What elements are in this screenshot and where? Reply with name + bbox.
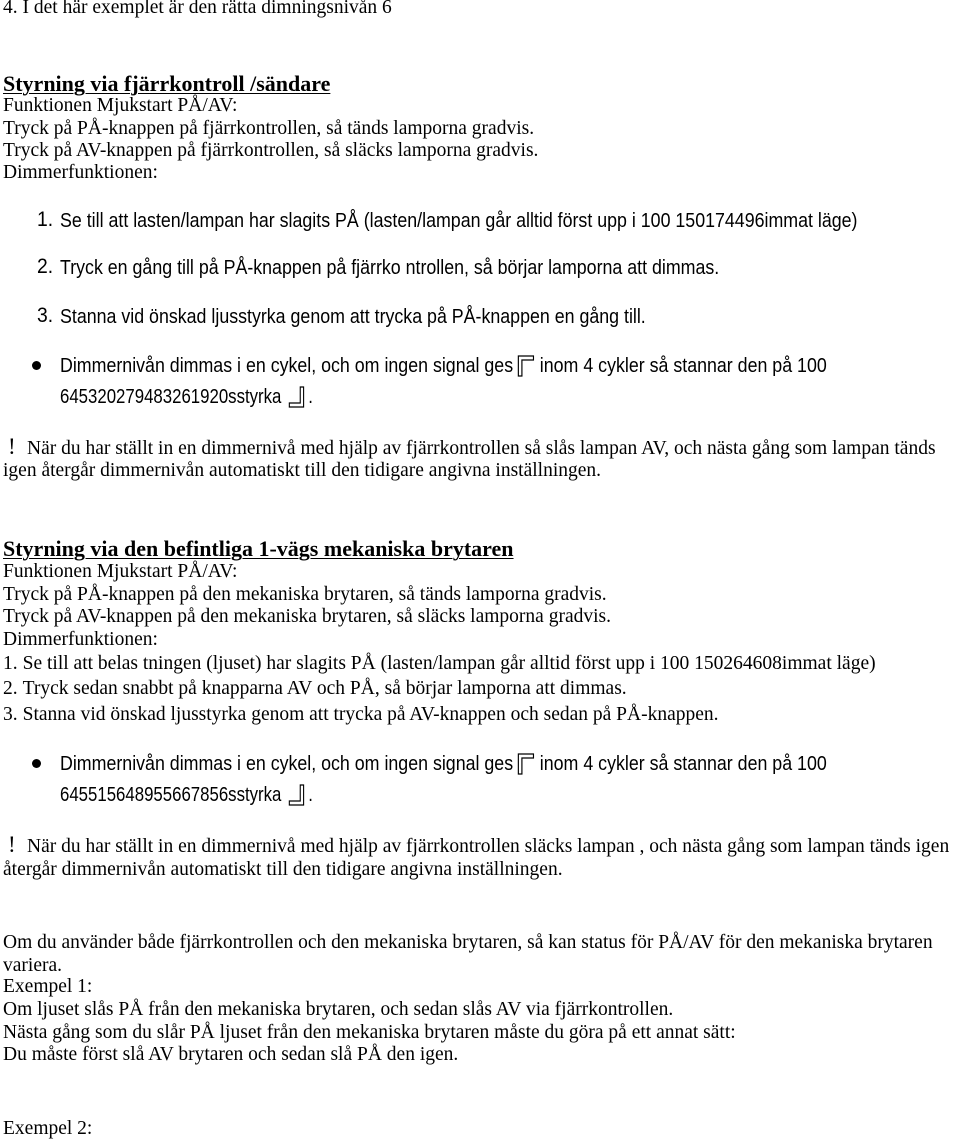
bullet-text-end: . [308, 386, 313, 408]
bullet-icon [32, 759, 41, 768]
note-mark: ! [8, 434, 16, 459]
step-text: Stanna vid önskad ljusstyrka genom att trycka på PÅ-knappen en gång till. [60, 306, 646, 328]
soft-start-on-text: Tryck på PÅ-knappen på den mekaniska brytaren, så tänds lamporna gradvis. [3, 584, 607, 605]
bullet-text-end: . [308, 784, 313, 806]
step-text: Tryck en gång till på PÅ-knappen på fjärrko ntrollen, så börjar lamporna att dimmas. [60, 257, 720, 279]
white-corner-bracket-close-icon [288, 386, 305, 408]
step-item [3, 703, 719, 727]
step-text: Tryck sedan snabbt på knapparna AV och PÅ, så börjar lamporna att dimmas. [22, 678, 627, 699]
example-text: Nästa gång som du slår PÅ ljuset från den mekaniska brytaren måste du göra på ett annat sätt: [3, 1022, 736, 1043]
example-text: Du måste först slå AV brytaren och sedan slå PÅ den igen. [3, 1044, 459, 1065]
note-line [8, 833, 949, 859]
bullet-text-line [60, 385, 313, 409]
example-label: Exempel 2: [3, 1118, 93, 1139]
white-corner-bracket-open-icon [517, 753, 535, 775]
white-corner-bracket-open-icon [517, 355, 535, 377]
status-text: Om du använder både fjärrkontrollen och den mekaniska brytaren, så kan status för PÅ/AV för den mekaniska brytaren [3, 932, 933, 953]
step-text: Se till att lasten/lampan har slagits PÅ (lasten/lampan går alltid först upp i 100 150174496immat läge) [60, 210, 858, 232]
section-heading-remote: Styrning via fjärrkontroll /sändare [3, 71, 331, 96]
note-line [8, 435, 936, 461]
bullet-text-line [60, 752, 827, 776]
note-text: igen återgår dimmernivån automatiskt till den tidigare angivna inställningen. [3, 460, 602, 481]
note-mark: ! [8, 832, 16, 857]
step-text: Se till att belas tningen (ljuset) har slagits PÅ (lasten/lampan går alltid först upp i 100 150264608immat läge) [22, 653, 876, 674]
example-label: Exempel 1: [3, 976, 93, 997]
status-text: variera. [3, 955, 62, 976]
soft-start-label: Funktionen Mjukstart PÅ/AV: [3, 95, 238, 116]
step-text: Stanna vid önskad ljusstyrka genom att trycka på AV-knappen och sedan på PÅ-knappen. [22, 704, 719, 725]
step-number: 3. [3, 704, 18, 725]
note-text: När du har ställt in en dimmernivå med hjälp av fjärrkontrollen släcks lampan , och nästa gång som lampan tänds igen [27, 836, 950, 857]
intro-line: 4. I det här exemplet är den rätta dimningsnivån 6 [3, 0, 392, 18]
soft-start-off-text: Tryck på AV-knappen på fjärrkontrollen, så släcks lamporna gradvis. [3, 140, 539, 161]
step-item [3, 677, 627, 701]
bullet-text-start: Dimmernivån dimmas i en cykel, och om ingen signal ges [60, 753, 514, 775]
bullet-text-start: 645320279483261920sstyrka [60, 386, 282, 408]
dimmer-function-label: Dimmerfunktionen: [3, 629, 158, 650]
step-number: 2. [3, 678, 18, 699]
bullet-text-end: inom 4 cykler så stannar den på 100 [539, 753, 827, 775]
bullet-text-start: 645515648955667856sstyrka [60, 784, 282, 806]
bullet-icon [32, 361, 41, 370]
bullet-text-line [60, 783, 313, 807]
soft-start-label: Funktionen Mjukstart PÅ/AV: [3, 561, 238, 582]
white-corner-bracket-close-icon [288, 784, 305, 806]
note-text: återgår dimmernivån automatiskt till den tidigare angivna inställningen. [3, 859, 563, 880]
bullet-text-line [60, 354, 827, 378]
step-number: 1. [37, 208, 54, 231]
note-text: När du har ställt in en dimmernivå med hjälp av fjärrkontrollen så slås lampan AV, och nästa gång som lampan tänds [27, 438, 936, 459]
step-number: 2. [37, 255, 54, 278]
example-text: Om ljuset slås PÅ från den mekaniska brytaren, och sedan slås AV via fjärrkontrollen. [3, 999, 674, 1020]
bullet-text-start: Dimmernivån dimmas i en cykel, och om ingen signal ges [60, 355, 514, 377]
step-number: 3. [37, 304, 54, 327]
soft-start-on-text: Tryck på PÅ-knappen på fjärrkontrollen, så tänds lamporna gradvis. [3, 118, 535, 139]
soft-start-off-text: Tryck på AV-knappen på den mekaniska brytaren, så släcks lamporna gradvis. [3, 606, 611, 627]
section-heading-switch: Styrning via den befintliga 1-vägs mekaniska brytaren [3, 536, 514, 561]
step-number: 1. [3, 653, 18, 674]
step-item [3, 652, 876, 676]
bullet-text-end: inom 4 cykler så stannar den på 100 [539, 355, 827, 377]
dimmer-function-label: Dimmerfunktionen: [3, 162, 158, 183]
